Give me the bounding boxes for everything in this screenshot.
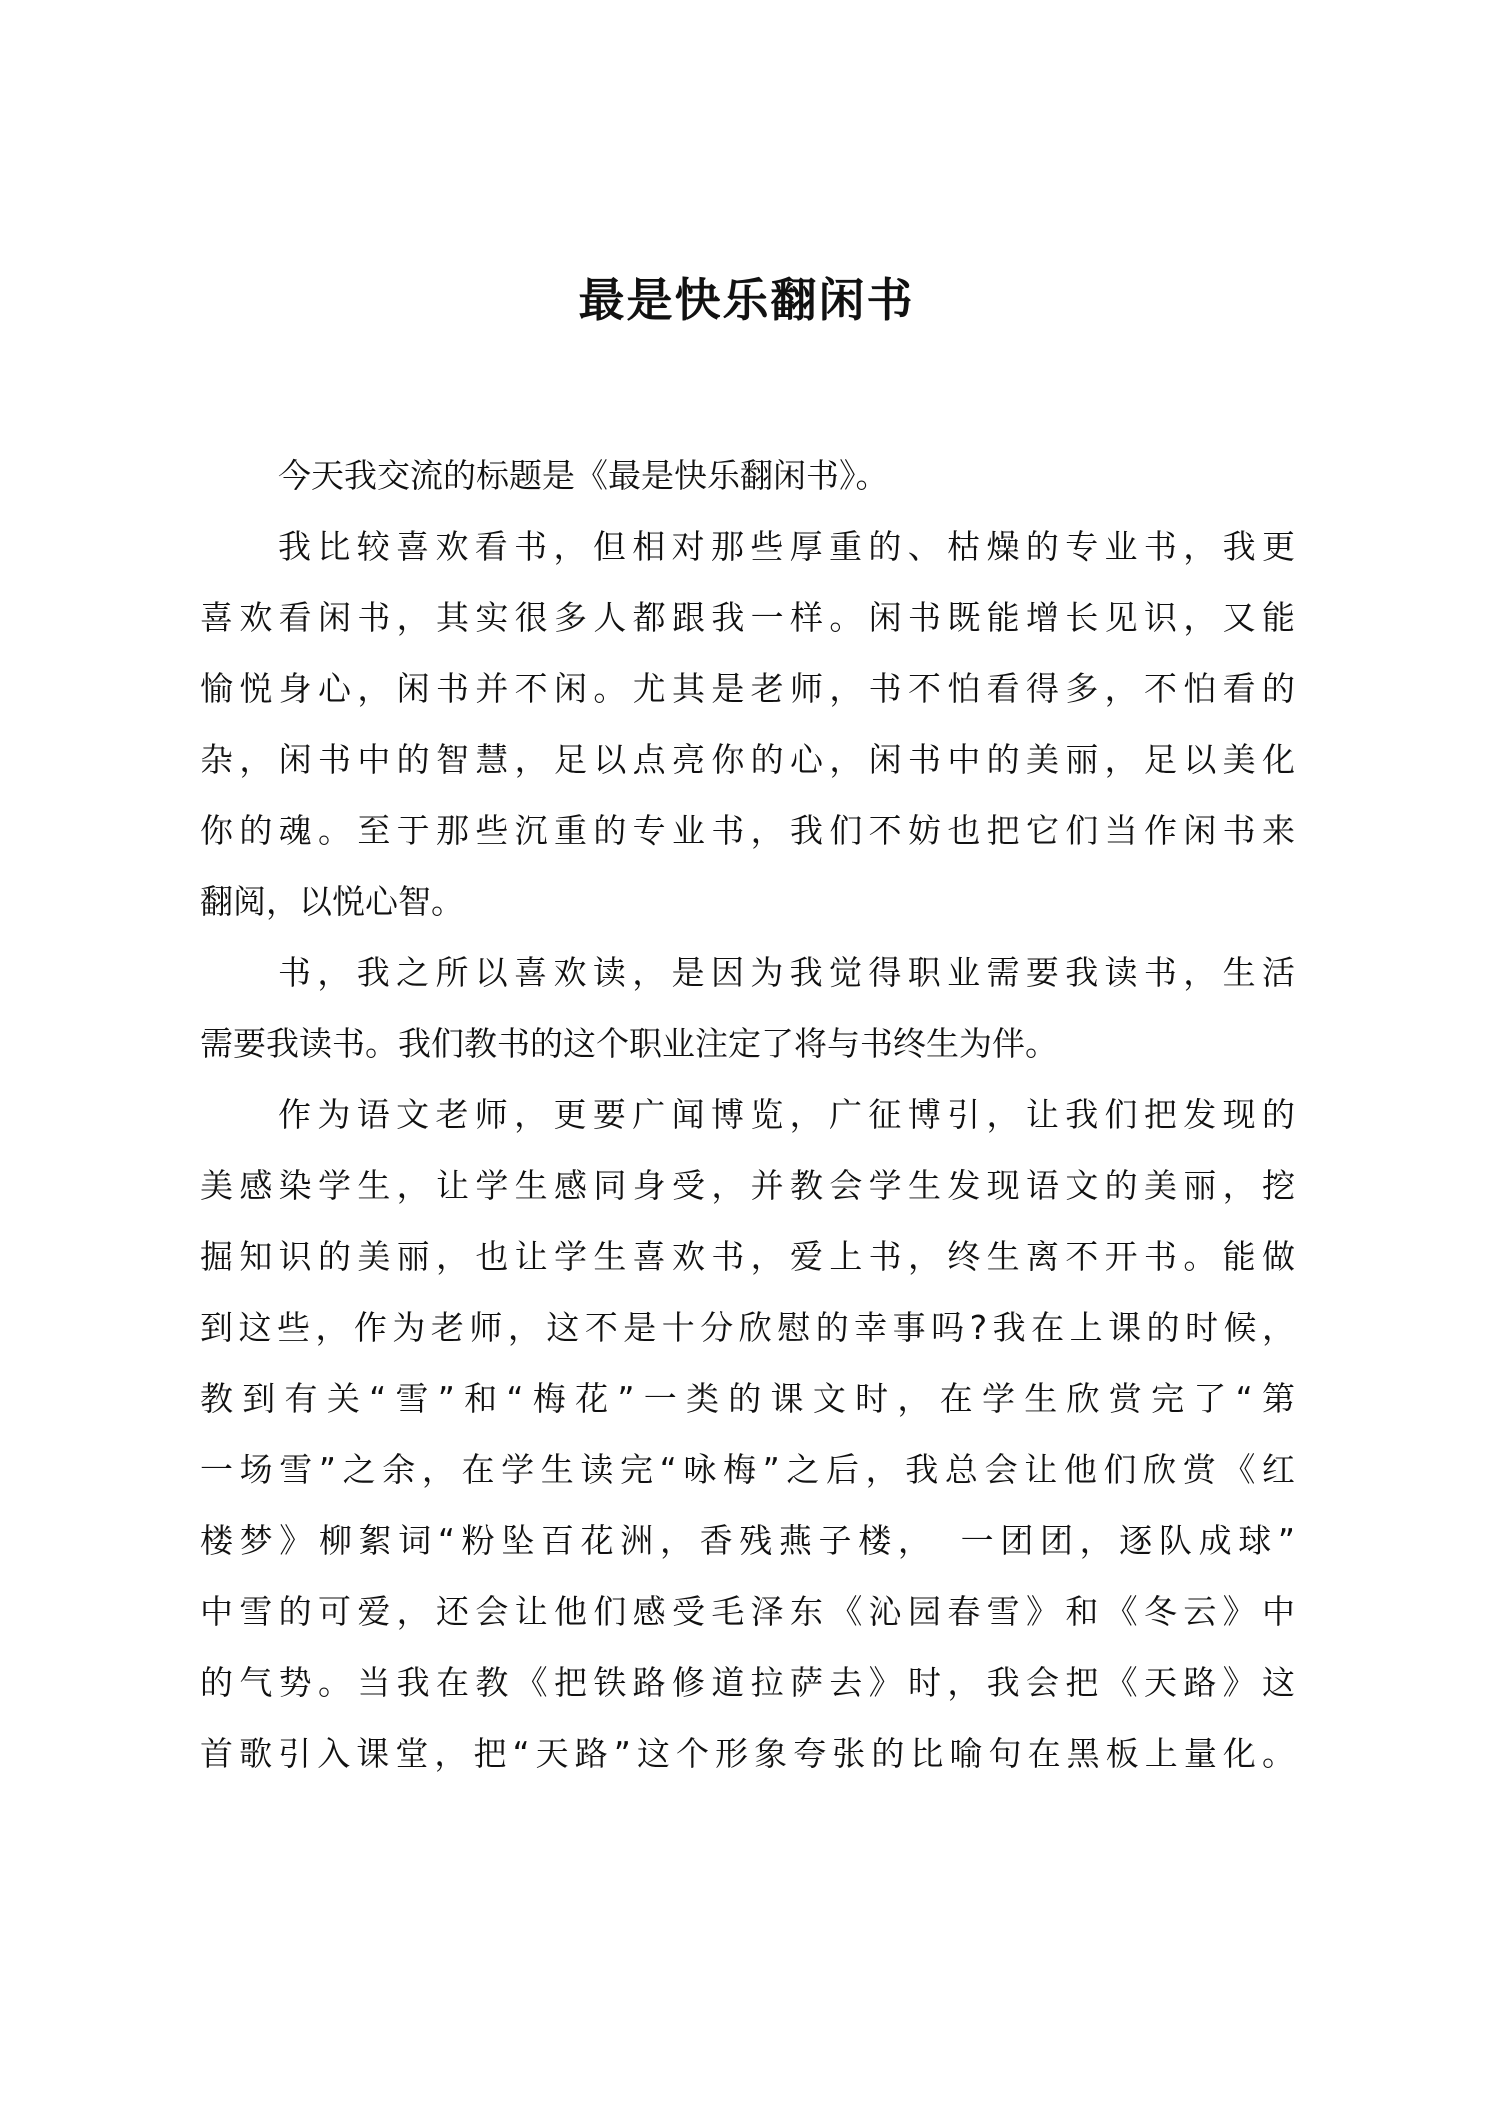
text-line: 今天我交流的标题是《最是快乐翻闲书》。 <box>278 456 889 495</box>
text-line: 美感染学生，让学生感同身受，并教会学生发现语文的美丽，挖 <box>200 1166 1295 1205</box>
document-body <box>200 440 1295 1789</box>
text-line: 书，我之所以喜欢读，是因为我觉得职业需要我读书，生活 <box>278 953 1295 992</box>
text-line: 需要我读书。我们教书的这个职业注定了将与书终生为伴。 <box>200 1024 1058 1063</box>
text-line: 杂，闲书中的智慧，足以点亮你的心，闲书中的美丽，足以美化 <box>200 740 1295 779</box>
text-line: 掘知识的美丽，也让学生喜欢书，爱上书，终生离不开书。能做 <box>200 1237 1295 1276</box>
text-line: 楼梦》柳絮词“粉坠百花洲，香残燕子楼， 一团团，逐队成球” <box>200 1521 1295 1560</box>
text-line: 翻阅，以悦心智。 <box>200 882 464 921</box>
text-line: 喜欢看闲书，其实很多人都跟我一样。闲书既能增长见识，又能 <box>200 598 1295 637</box>
text-line: 的气势。当我在教《把铁路修道拉萨去》时，我会把《天路》这 <box>200 1663 1295 1702</box>
text-line: 教到有关“雪”和“梅花”一类的课文时，在学生欣赏完了“第 <box>200 1379 1295 1418</box>
text-line: 一场雪”之余，在学生读完“咏梅”之后，我总会让他们欣赏《红 <box>200 1450 1295 1489</box>
text-line: 中雪的可爱，还会让他们感受毛泽东《沁园春雪》和《冬云》中 <box>200 1592 1295 1631</box>
text-line: 我比较喜欢看书，但相对那些厚重的、枯燥的专业书，我更 <box>278 527 1295 566</box>
document-title: 最是快乐翻闲书 <box>578 273 915 327</box>
text-line: 到这些，作为老师，这不是十分欣慰的幸事吗?我在上课的时候， <box>200 1308 1295 1347</box>
text-line: 你的魂。至于那些沉重的专业书，我们不妨也把它们当作闲书来 <box>200 811 1295 850</box>
text-line: 作为语文老师，更要广闻博览，广征博引，让我们把发现的 <box>278 1095 1295 1134</box>
text-line: 愉悦身心，闲书并不闲。尤其是老师，书不怕看得多，不怕看的 <box>200 669 1295 708</box>
text-line: 首歌引入课堂，把“天路”这个形象夸张的比喻句在黑板上量化。 <box>200 1734 1295 1773</box>
